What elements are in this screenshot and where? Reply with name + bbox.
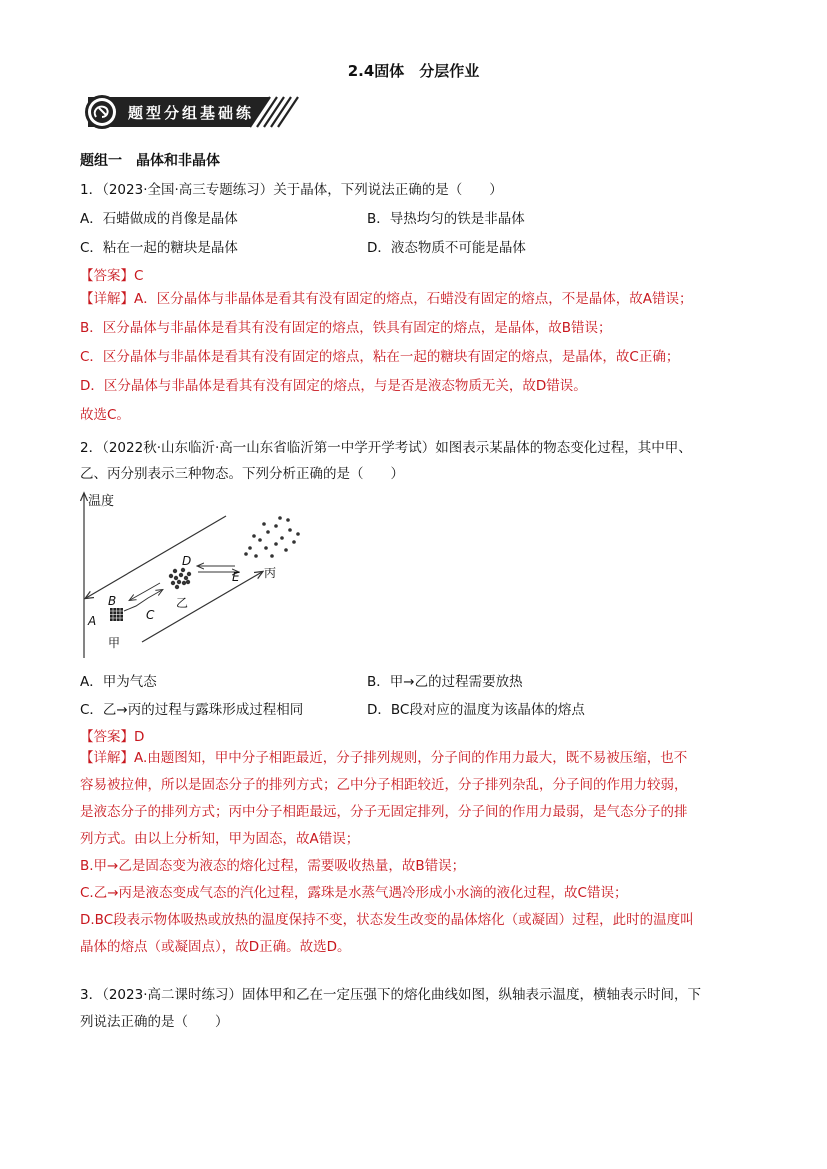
q2-detail-line: 是液态分子的排列方式；丙中分子相距最远，分子无固定排列，分子间的作用力最弱，是气态分子的排 — [80, 804, 688, 820]
phase-change-figure — [80, 490, 320, 665]
q1-option-d: D．液态物质不可能是晶体 — [367, 240, 526, 256]
group-title: 题组一 晶体和非晶体 — [80, 153, 220, 169]
section-banner — [80, 93, 302, 131]
q2-stem-line2: 乙、丙分别表示三种物态。下列分析正确的是（ ） — [80, 466, 404, 482]
q1-option-a: A．石蜡做成的肖像是晶体 — [80, 211, 238, 227]
gas-particles — [244, 516, 300, 558]
q2-detail-line: C.乙→丙是液态变成气态的汽化过程，露珠是水蒸气遇冷形成小水滴的液化过程，故C错误； — [80, 885, 628, 901]
figure-label-d: D — [182, 554, 192, 568]
q1-detail-line: 【详解】A．区分晶体与非晶体是看其有没有固定的熔点，石蜡没有固定的熔点，不是晶体，故A错误； — [80, 291, 693, 307]
figure-label-b: B — [108, 594, 117, 608]
q1-option-b: B．导热均匀的铁是非晶体 — [367, 211, 525, 227]
q2-option-a: A．甲为气态 — [80, 674, 157, 690]
q1-detail — [80, 285, 748, 430]
axis-label-temperature: 温度 — [88, 494, 115, 509]
q1-detail-line: D．区分晶体与非晶体是看其有没有固定的熔点，与是否是液态物质无关，故D错误。 — [80, 378, 587, 394]
figure-label-c: C — [146, 608, 155, 622]
q2-detail-line: D.BC段表示物体吸热或放热的温度保持不变，状态发生改变的晶体熔化（或凝固）过程，此时的温度叫 — [80, 912, 694, 928]
q1-stem: 1．（2023·全国·高三专题练习）关于晶体，下列说法正确的是（ ） — [80, 182, 503, 198]
q2-detail-line: 容易被拉伸，所以是固态分子的排列方式；乙中分子相距较近，分子排列杂乱，分子间的作用力较弱， — [80, 777, 688, 793]
figure-label-e: E — [232, 570, 240, 584]
q2-detail-line: 晶体的熔点（或凝固点），故D正确。故选D。 — [80, 939, 351, 955]
q1-option-c: C．粘在一起的糖块是晶体 — [80, 240, 238, 256]
q2-detail-line: 【详解】A.由题图知，甲中分子相距最近，分子排列规则，分子间的作用力最大，既不易被压缩，也不 — [80, 750, 688, 766]
q2-detail-line: 列方式。由以上分析知，甲为固态，故A错误； — [80, 831, 360, 847]
q2-stem-line1: 2．（2022秋·山东临沂·高一山东省临沂第一中学开学考试）如图表示某晶体的物态变化过程，其中甲、 — [80, 440, 692, 456]
page-title: 2.4固体 分层作业 — [347, 62, 480, 80]
q2-answer: 【答案】D — [80, 729, 145, 745]
q2-option-d: D．BC段对应的温度为该晶体的熔点 — [367, 702, 585, 718]
figure-label-solid: 甲 — [108, 636, 121, 650]
q2-detail-line: B.甲→乙是固态变为液态的熔化过程，需要吸收热量，故B错误； — [80, 858, 466, 874]
figure-label-liquid: 乙 — [176, 596, 189, 610]
figure-label-gas: 丙 — [264, 566, 277, 580]
q1-answer: 【答案】C — [80, 268, 144, 284]
q1-detail-line: B．区分晶体与非晶体是看其有没有固定的熔点，铁具有固定的熔点，是晶体，故B错误； — [80, 320, 612, 336]
q2-option-c: C．乙→丙的过程与露珠形成过程相同 — [80, 702, 304, 718]
q3-stem-line2: 列说法正确的是（ ） — [80, 1014, 229, 1030]
banner-text: 题型分组基础练 — [128, 104, 255, 122]
q2-detail — [80, 745, 748, 961]
lower-diagonal-arrow — [142, 572, 262, 642]
figure-label-a: A — [88, 614, 97, 628]
liquid-cluster — [169, 568, 191, 589]
q2-option-b: B．甲→乙的过程需要放热 — [367, 674, 523, 690]
q3-stem-line1: 3．（2023·高二课时练习）固体甲和乙在一定压强下的熔化曲线如图，纵轴表示温度，横轴表示时间，下 — [80, 987, 701, 1003]
q1-detail-line: C．区分晶体与非晶体是看其有没有固定的熔点，粘在一起的糖块有固定的熔点，是晶体，故C正确； — [80, 349, 680, 365]
q1-detail-line: 故选C。 — [80, 407, 130, 423]
freezing-path — [130, 583, 160, 600]
